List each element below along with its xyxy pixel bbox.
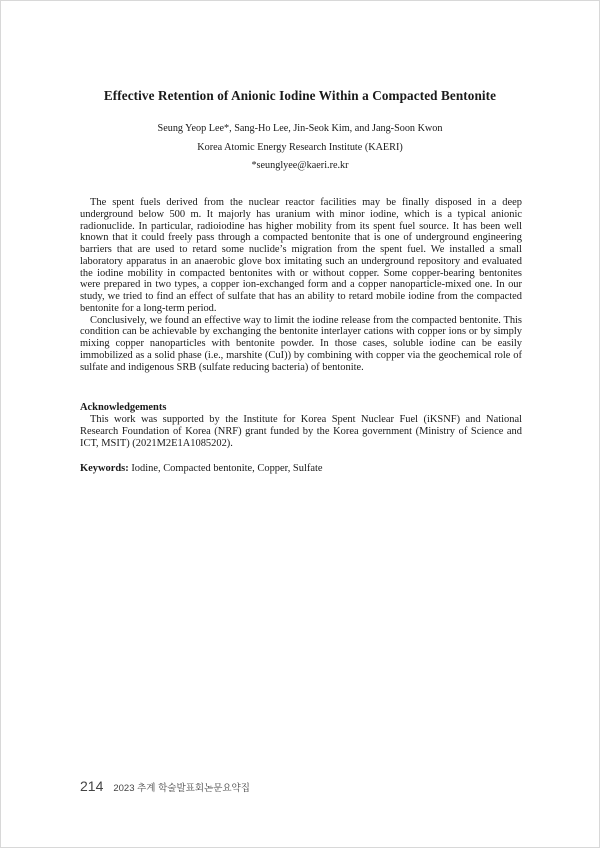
abstract-paragraph-1: The spent fuels derived from the nuclear reactor facilities may be finally disposed in a deep underground below 500 m. It majorly has uranium with minor iodine, which is a typical anionic radionuclide. In particular, radioiodine has higher mobility from its spent fuel source. It has been well known that it could freely pass through a compacted bentonite that is one of underground engineering barriers that are used to retard some nuclide’s migration from the spent fuel. We installed a small laboratory apparatus in an anaerobic glove box imitating such an underground repository and evaluated the iodine mobility in compacted bentonites with or without copper. Some copper-bearing bentonites were prepared in two types, a copper ion-exchanged form and a copper nanoparticle-mixed one. In our study, we tried to find an effect of sulfate that has an ability to retard mobile iodine from the compacted bentonite for a long-term period. — [80, 197, 522, 314]
proceedings-title: 2023 추계 학술발표회논문요약집 — [113, 783, 250, 794]
acknowledgements-text: This work was supported by the Institute for Korea Spent Nuclear Fuel (iKSNF) and National Research Foundation of Korea (NRF) grant funded by the Korea government (Ministry of Science and ICT, MSIT) (2021M2E1A1085202). — [80, 414, 522, 449]
paper-title: Effective Retention of Anionic Iodine Within a Compacted Bentonite — [103, 88, 497, 103]
keywords-text: Iodine, Compacted bentonite, Copper, Sulfate — [128, 463, 323, 474]
acknowledgements-heading: Acknowledgements — [80, 402, 167, 413]
abstract — [80, 197, 522, 373]
page-footer — [80, 778, 250, 794]
abstract-paragraph-2: Conclusively, we found an effective way to limit the iodine release from the compacted bentonite. This condition can be achievable by exchanging the bentonite interlayer cations with copper ions or by simply mixing copper nanoparticles with bentonite powder. In those cases, soluble iodine can be easily immobilized as a solid phase (i.e., marshite (CuI)) by combining with copper via the geochemical role of sulfate and indigenous SRB (sulfate reducing bacteria) of bentonite. — [80, 314, 522, 373]
acknowledgements-section — [80, 414, 522, 449]
affiliation: Korea Atomic Energy Research Institute (KAERI) — [197, 142, 403, 153]
contact-email: *seunglyee@kaeri.re.kr — [251, 160, 349, 171]
author-list: Seung Yeop Lee*, Sang-Ho Lee, Jin-Seok Kim, and Jang-Soon Kwon — [157, 123, 443, 134]
keywords-label: Keywords: — [80, 463, 129, 474]
page-number: 214 — [80, 778, 104, 794]
keywords — [80, 463, 323, 474]
